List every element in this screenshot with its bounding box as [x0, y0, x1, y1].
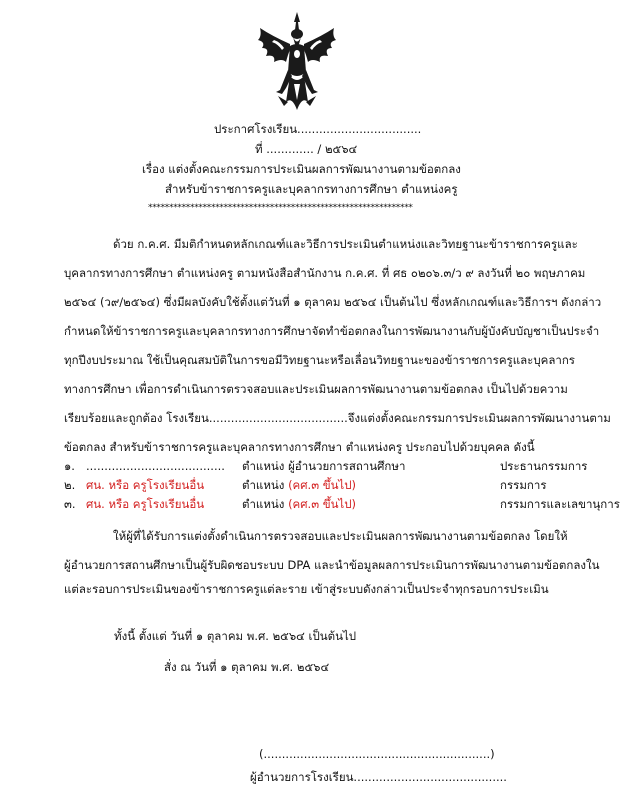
- committee-number: ๒.: [64, 478, 76, 492]
- paragraph2-line: ผู้อำนวยการสถานศึกษาเป็นผู้รับผิดชอบระบบ DPA และนำข้อมูลผลการประเมินการพัฒนางานตามข้อตกลงใน: [64, 558, 600, 572]
- paragraph1-line: ข้อตกลง สำหรับข้าราชการครูและบุคลากรทางการศึกษา ตำแหน่งครู ประกอบไปด้วยบุคคล ดังนี้: [64, 440, 535, 454]
- paragraph1-line: บุคลากรทางการศึกษา ตำแหน่งครู ตามหนังสือสำนักงาน ก.ค.ศ. ที่ ศธ ๐๒๐๖.๓/ว ๙ ลงวันที่ ๒๐ พฤษภาคม: [64, 266, 586, 280]
- position-value: (คศ.๓ ขึ้นไป): [288, 497, 357, 511]
- committee-number: ๓.: [64, 497, 76, 511]
- committee-row: [64, 477, 204, 495]
- committee-role: ประธานกรรมการ: [500, 459, 588, 473]
- position-value: (คศ.๓ ขึ้นไป): [288, 478, 357, 492]
- separator-line: ***************************************************************: [148, 203, 413, 213]
- committee-name: ศน. หรือ ครูโรงเรียนอื่น: [86, 497, 205, 511]
- position-label: ตำแหน่ง: [242, 497, 285, 511]
- committee-position: [242, 477, 356, 495]
- committee-position: [242, 496, 356, 514]
- paragraph2-line: ให้ผู้ที่ได้รับการแต่งตั้งดำเนินการตรวจสอบและประเมินผลการพัฒนางานตามข้อตกลง โดยให้: [113, 529, 568, 543]
- position-label: ตำแหน่ง: [242, 478, 285, 492]
- committee-role: กรรมการ: [500, 478, 547, 492]
- signature-title: ผู้อำนวยการโรงเรียน..........................................: [250, 770, 507, 784]
- subject-line: เรื่อง แต่งตั้งคณะกรรมการประเมินผลการพัฒนางานตามข้อตกลง: [142, 162, 461, 176]
- committee-name: ......................................: [86, 459, 225, 473]
- paragraph2-line: แต่ละรอบการประเมินของข้าราชการครูแต่ละราย เข้าสู่ระบบดังกล่าวเป็นประจำทุกรอบการประเมิน: [64, 582, 549, 596]
- paragraph1-line: ทางการศึกษา เพื่อการดำเนินการตรวจสอบและประเมินผลการพัฒนางานตามข้อตกลง เป็นไปด้วยความ: [64, 382, 568, 396]
- paragraph1-line: ๒๕๖๔ (ว๙/๒๕๖๔) ซึ่งมีผลบังคับใช้ตั้งแต่วันที่ ๑ ตุลาคม ๒๕๖๔ เป็นต้นไป ซึ่งหลักเกณฑ์และวิธีการฯ ดังกล่าว: [64, 295, 602, 309]
- committee-position: [242, 458, 405, 476]
- paragraph1-line: กำหนดให้ข้าราชการครูและบุคลากรทางการศึกษาจัดทำข้อตกลงในการพัฒนางานกับผู้บังคับบัญชาเป็นประจำ: [64, 324, 600, 338]
- committee-role: กรรมการและเลขานุการ: [500, 497, 620, 511]
- announcement-school-line: ประกาศโรงเรียน..................................: [214, 122, 422, 136]
- paragraph1-line: เรียบร้อยและถูกต้อง โรงเรียน......................................จึงแต่งตั้งคณะกรรมการประเมินผลการพัฒนางานตาม: [64, 411, 611, 425]
- subject-line-2: สำหรับข้าราชการครูและบุคลากรทางการศึกษา ตำแหน่งครู: [165, 182, 458, 196]
- garuda-emblem: [254, 10, 340, 114]
- committee-row: [64, 496, 204, 514]
- committee-name: ศน. หรือ ครูโรงเรียนอื่น: [86, 478, 205, 492]
- paragraph1-line: ทุกปีงบประมาณ ใช้เป็นคุณสมบัติในการขอมีวิทยฐานะหรือเลื่อนวิทยฐานะของข้าราชการครูและบุคลากร: [64, 353, 575, 367]
- position-value: ผู้อำนวยการสถานศึกษา: [288, 459, 406, 473]
- paragraph1-line: ด้วย ก.ค.ศ. มีมติกำหนดหลักเกณฑ์และวิธีการประเมินตำแหน่งและวิทยฐานะข้าราชการครูและ: [113, 237, 578, 251]
- committee-number: ๑.: [64, 459, 75, 473]
- effective-date: ทั้งนี้ ตั้งแต่ วันที่ ๑ ตุลาคม พ.ศ. ๒๕๖๔ เป็นต้นไป: [114, 629, 357, 643]
- committee-row: [64, 458, 225, 476]
- signature-name-line: (..............................................................): [259, 747, 495, 761]
- position-label: ตำแหน่ง: [242, 459, 285, 473]
- announcement-number: ที่ ............. / ๒๕๖๔: [255, 142, 358, 156]
- ordered-date: สั่ง ณ วันที่ ๑ ตุลาคม พ.ศ. ๒๕๖๔: [164, 660, 330, 674]
